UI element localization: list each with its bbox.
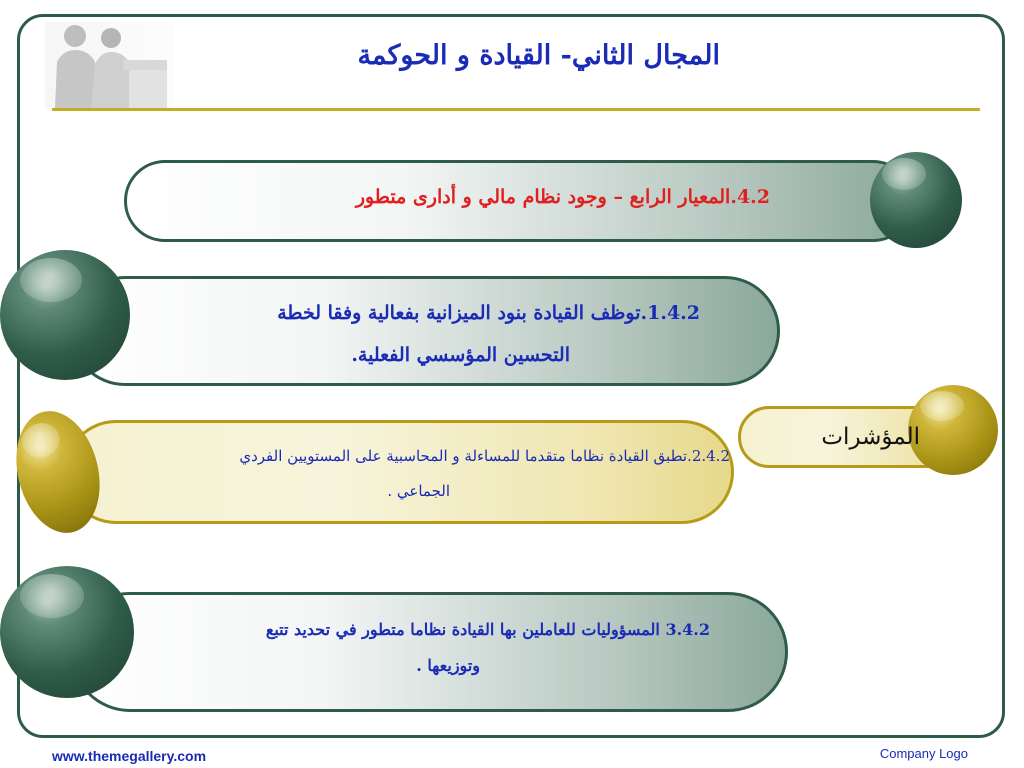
title-underline <box>52 108 980 111</box>
indicator-1-bullet-ball <box>0 250 130 380</box>
indicator-3-line1: 3.4.2 المسؤوليات للعاملين بها القيادة نظاما متطور في تحديد تتبع <box>265 620 710 639</box>
indicator-1-line2: التحسين المؤسسي الفعلية. <box>351 344 570 366</box>
standard-label: 4.2.المعيار الرابع – وجود نظام مالي و أدارى متطور <box>355 186 770 208</box>
indicator-pill-2 <box>64 420 734 524</box>
indicators-label: المؤشرات <box>821 424 920 450</box>
standard-bullet-ball <box>870 152 962 248</box>
indicator-1-line1: 1.4.2.توظف القيادة بنود الميزانية بفعالية وفقا لخطة <box>277 302 700 324</box>
indicator-3-bullet-ball <box>0 566 134 698</box>
slide-title: المجال الثاني- القيادة و الحوكمة <box>357 40 720 71</box>
indicators-label-ball <box>908 385 998 475</box>
indicator-pill-3 <box>70 592 788 712</box>
indicator-2-line1: 2.4.2.تطبق القيادة نظاما متقدما للمساءلة و المحاسبية على المستويين الفردي <box>239 447 730 465</box>
footer-company-logo: Company Logo <box>879 746 968 761</box>
indicator-3-line2: وتوزيعها . <box>416 656 480 675</box>
business-people-image <box>45 22 173 108</box>
indicator-2-line2: الجماعي . <box>387 482 450 500</box>
indicator-pill-1 <box>70 276 780 386</box>
footer-website-link[interactable]: www.themegallery.com <box>52 748 207 764</box>
